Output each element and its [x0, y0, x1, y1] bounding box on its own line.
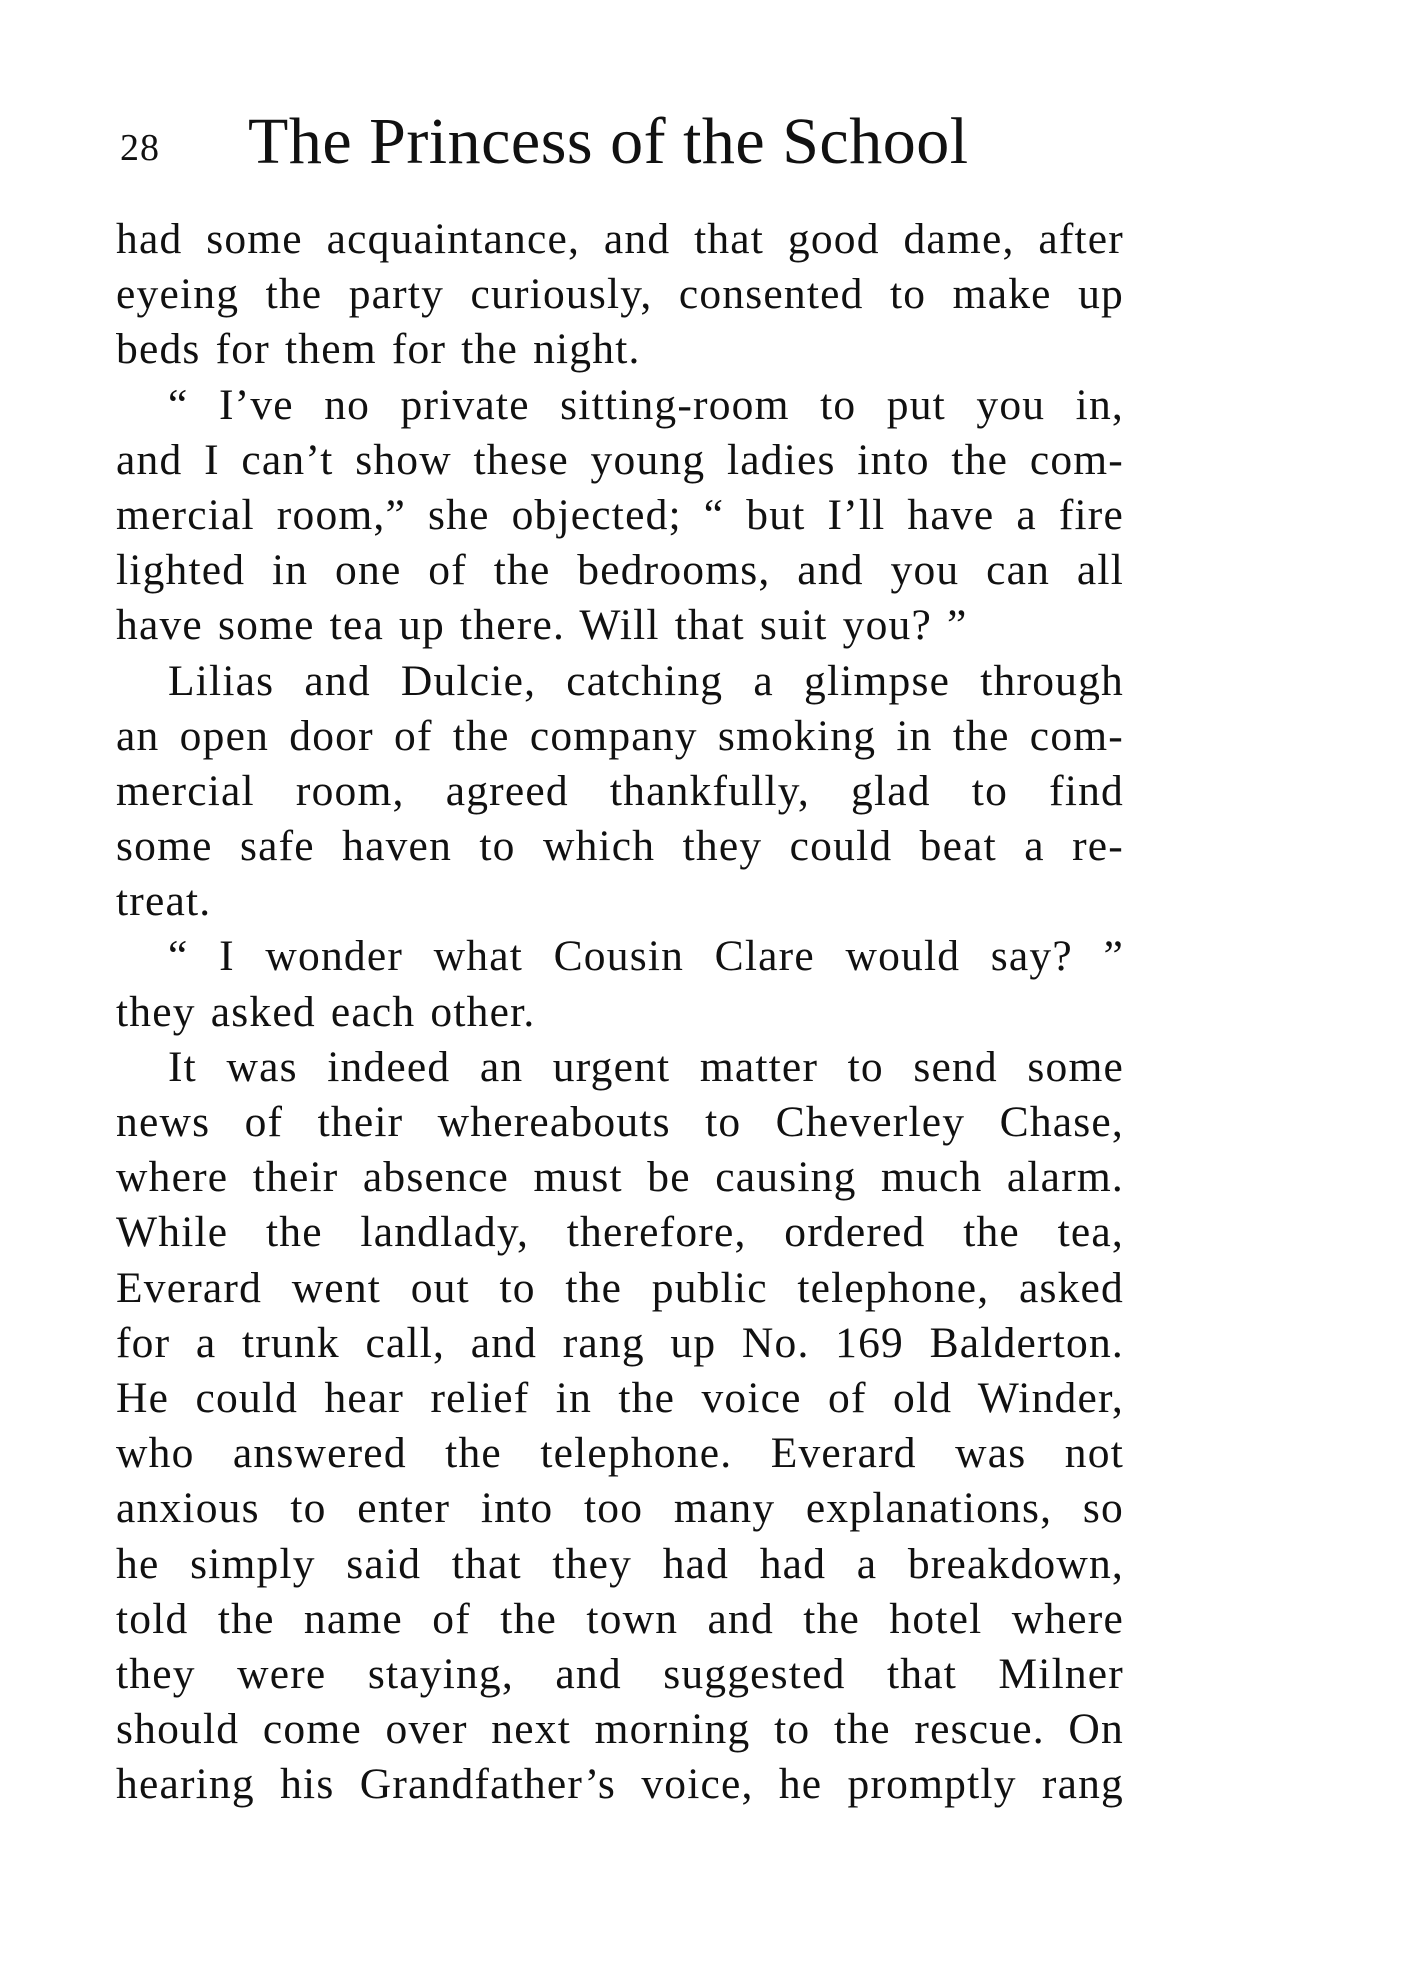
text-line: “ I wonder what Cousin Clare would say? ”	[168, 932, 1124, 981]
body-text	[116, 212, 1124, 1812]
text-line: they were staying, and suggested that Milner	[116, 1649, 1124, 1698]
running-title: The Princess of the School	[248, 105, 969, 178]
text-line: where their absence must be causing much alarm.	[116, 1153, 1124, 1202]
page-number: 28	[120, 127, 160, 169]
text-line: He could hear relief in the voice of old Winder,	[116, 1373, 1124, 1422]
text-line: should come over next morning to the rescue. On	[116, 1705, 1124, 1754]
text-line: It was indeed an urgent matter to send some	[168, 1042, 1124, 1091]
text-line: news of their whereabouts to Cheverley Chase,	[116, 1098, 1124, 1146]
text-line: he simply said that they had had a breakdown,	[116, 1539, 1124, 1588]
text-line: mercial room, agreed thankfully, glad to find	[116, 766, 1124, 815]
text-line: mercial room,” she objected; “ but I’ll have a fire	[116, 490, 1124, 539]
text-line: and I can’t show these young ladies into the com-	[116, 435, 1124, 484]
page-header	[120, 104, 1120, 184]
text-line: beds for them for the night.	[116, 325, 641, 374]
text-line: an open door of the company smoking in the com-	[116, 711, 1124, 760]
text-line: hearing his Grandfather’s voice, he promptly rang	[116, 1760, 1124, 1809]
text-line: who answered the telephone. Everard was not	[116, 1429, 1124, 1478]
text-line: for a trunk call, and rang up No. 169 Balderton.	[116, 1318, 1124, 1367]
text-line: eyeing the party curiously, consented to make up	[116, 270, 1124, 319]
text-line: Everard went out to the public telephone, asked	[116, 1263, 1124, 1312]
text-line: told the name of the town and the hotel where	[116, 1594, 1124, 1643]
text-line: treat.	[116, 877, 212, 926]
text-line: Lilias and Dulcie, catching a glimpse through	[168, 656, 1124, 705]
text-line: lighted in one of the bedrooms, and you can all	[116, 546, 1124, 595]
text-line: While the landlady, therefore, ordered the tea,	[116, 1208, 1124, 1257]
text-line: have some tea up there. Will that suit you? ”	[116, 601, 968, 650]
text-line: had some acquaintance, and that good dame, after	[116, 215, 1124, 263]
text-line: some safe haven to which they could beat a re-	[116, 822, 1124, 871]
text-line: anxious to enter into too many explanations, so	[116, 1484, 1124, 1533]
text-line: “ I’ve no private sitting-room to put you in,	[168, 380, 1124, 429]
text-line: they asked each other.	[116, 987, 536, 1036]
